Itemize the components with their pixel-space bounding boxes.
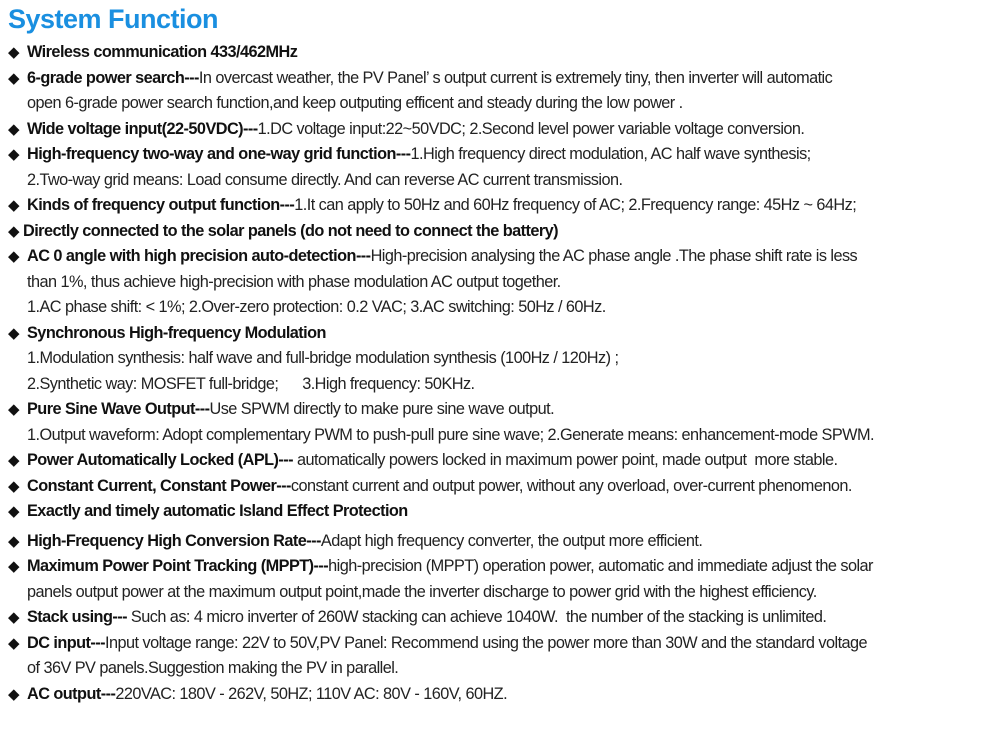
diamond-bullet-icon: ◆: [8, 120, 19, 138]
list-item: [8, 40, 978, 66]
item-continuation: 1.AC phase shift: < 1%; 2.Over-zero protection: 0.2 VAC; 3.AC switching: 50Hz / 60Hz.: [27, 298, 606, 316]
list-item: [8, 321, 978, 398]
item-desc: 220VAC: 180V - 262V, 50HZ; 110V AC: 80V - 160V, 60HZ.: [115, 684, 508, 703]
item-desc: 1.High frequency direct modulation, AC half wave synthesis;: [410, 145, 811, 163]
item-desc: automatically powers locked in maximum power point, made output more stable.: [293, 451, 838, 469]
item-desc: constant current and output power, without any overload, over-current phenomenon.: [290, 476, 852, 495]
list-item: [8, 474, 978, 500]
item-continuation: open 6-grade power search function,and keep outputing efficent and steady during the low power .: [27, 94, 683, 112]
item-label: Maximum Power Point Tracking (MPPT)---: [27, 557, 329, 575]
diamond-bullet-icon: ◆: [8, 532, 19, 550]
diamond-bullet-icon: ◆: [8, 69, 19, 87]
item-continuation: 2.Synthetic way: MOSFET full-bridge; 3.High frequency: 50KHz.: [27, 374, 475, 393]
item-continuation: 1.Output waveform: Adopt complementary PWM to push-pull pure sine wave; 2.Generate means: enhancement-mode SPWM.: [27, 425, 874, 444]
diamond-bullet-icon: ◆: [8, 248, 19, 265]
list-item: [8, 554, 978, 605]
item-continuation: panels output power at the maximum output point,made the inverter discharge to power grid with the highest efficiency.: [27, 582, 817, 601]
diamond-bullet-icon: ◆: [8, 222, 19, 240]
item-label: Directly connected to the solar panels (do not need to connect the battery): [23, 221, 559, 240]
diamond-bullet-icon: ◆: [8, 477, 19, 495]
list-item: [8, 66, 978, 117]
list-item: [8, 448, 978, 474]
diamond-bullet-icon: ◆: [8, 609, 19, 626]
item-continuation: than 1%, thus achieve high-precision with phase modulation AC output together.: [27, 272, 561, 291]
item-label: Synchronous High-frequency Modulation: [27, 323, 326, 342]
diamond-bullet-icon: ◆: [8, 685, 19, 703]
item-label: Wireless communication 433/462MHz: [27, 43, 298, 61]
item-label: Pure Sine Wave Output---: [27, 400, 210, 418]
diamond-bullet-icon: ◆: [8, 401, 19, 418]
item-continuation: 1.Modulation synthesis: half wave and full-bridge modulation synthesis (100Hz / 120Hz) ;: [27, 349, 619, 367]
item-label: AC 0 angle with high precision auto-detection---: [27, 247, 371, 265]
list-item: [8, 499, 978, 525]
list-item: [8, 529, 978, 555]
diamond-bullet-icon: ◆: [8, 324, 19, 342]
item-desc: Such as: 4 micro inverter of 260W stacking can achieve 1040W. the number of the stacking is unlimited.: [126, 608, 827, 626]
list-item: [8, 219, 978, 245]
diamond-bullet-icon: ◆: [8, 503, 19, 520]
diamond-bullet-icon: ◆: [8, 558, 19, 575]
diamond-bullet-icon: ◆: [8, 634, 19, 652]
item-desc: high-precision (MPPT) operation power, automatic and immediate adjust the solar: [328, 557, 873, 575]
list-item: [8, 117, 978, 143]
item-label: 6-grade power search---: [27, 68, 199, 87]
item-desc: Input voltage range: 22V to 50V,PV Panel: Recommend using the power more than 30W and the standard voltage: [105, 633, 868, 652]
page-title: System Function: [8, 4, 219, 34]
item-desc: 1.DC voltage input:22~50VDC; 2.Second level power variable voltage conversion.: [257, 119, 805, 138]
item-label: Stack using---: [27, 608, 127, 626]
item-label: High-Frequency High Conversion Rate---: [27, 531, 321, 550]
item-label: Kinds of frequency output function---: [27, 196, 295, 214]
diamond-bullet-icon: ◆: [8, 452, 19, 469]
list-item: [8, 605, 978, 631]
diamond-bullet-icon: ◆: [8, 44, 19, 61]
list-item: [8, 193, 978, 219]
list-item: [8, 682, 978, 708]
list-item: [8, 631, 978, 682]
list-item: [8, 244, 978, 321]
item-label: Exactly and timely automatic Island Effect Protection: [27, 502, 408, 520]
function-list: [8, 40, 978, 707]
item-label: Power Automatically Locked (APL)---: [27, 451, 294, 469]
list-item: [8, 397, 978, 448]
item-desc: Use SPWM directly to make pure sine wave output.: [209, 400, 555, 418]
item-label: Wide voltage input(22-50VDC)---: [27, 119, 258, 138]
item-continuation: of 36V PV panels.Suggestion making the PV in parallel.: [27, 659, 399, 677]
item-label: AC output---: [27, 684, 116, 703]
item-desc: In overcast weather, the PV Panel’ s output current is extremely tiny, then inverter will automatic: [198, 68, 833, 87]
item-desc: High-precision analysing the AC phase angle .The phase shift rate is less: [370, 247, 858, 265]
item-label: DC input---: [27, 633, 106, 652]
item-desc: 1.It can apply to 50Hz and 60Hz frequency of AC; 2.Frequency range: 45Hz ~ 64Hz;: [294, 196, 857, 214]
item-label: High-frequency two-way and one-way grid function---: [27, 145, 411, 163]
list-item: [8, 142, 978, 193]
item-desc: Adapt high frequency converter, the output more efficient.: [320, 531, 703, 550]
diamond-bullet-icon: ◆: [8, 197, 19, 214]
item-label: Constant Current, Constant Power---: [27, 476, 291, 495]
item-continuation: 2.Two-way grid means: Load consume directly. And can reverse AC current transmission.: [27, 170, 623, 189]
diamond-bullet-icon: ◆: [8, 146, 19, 163]
